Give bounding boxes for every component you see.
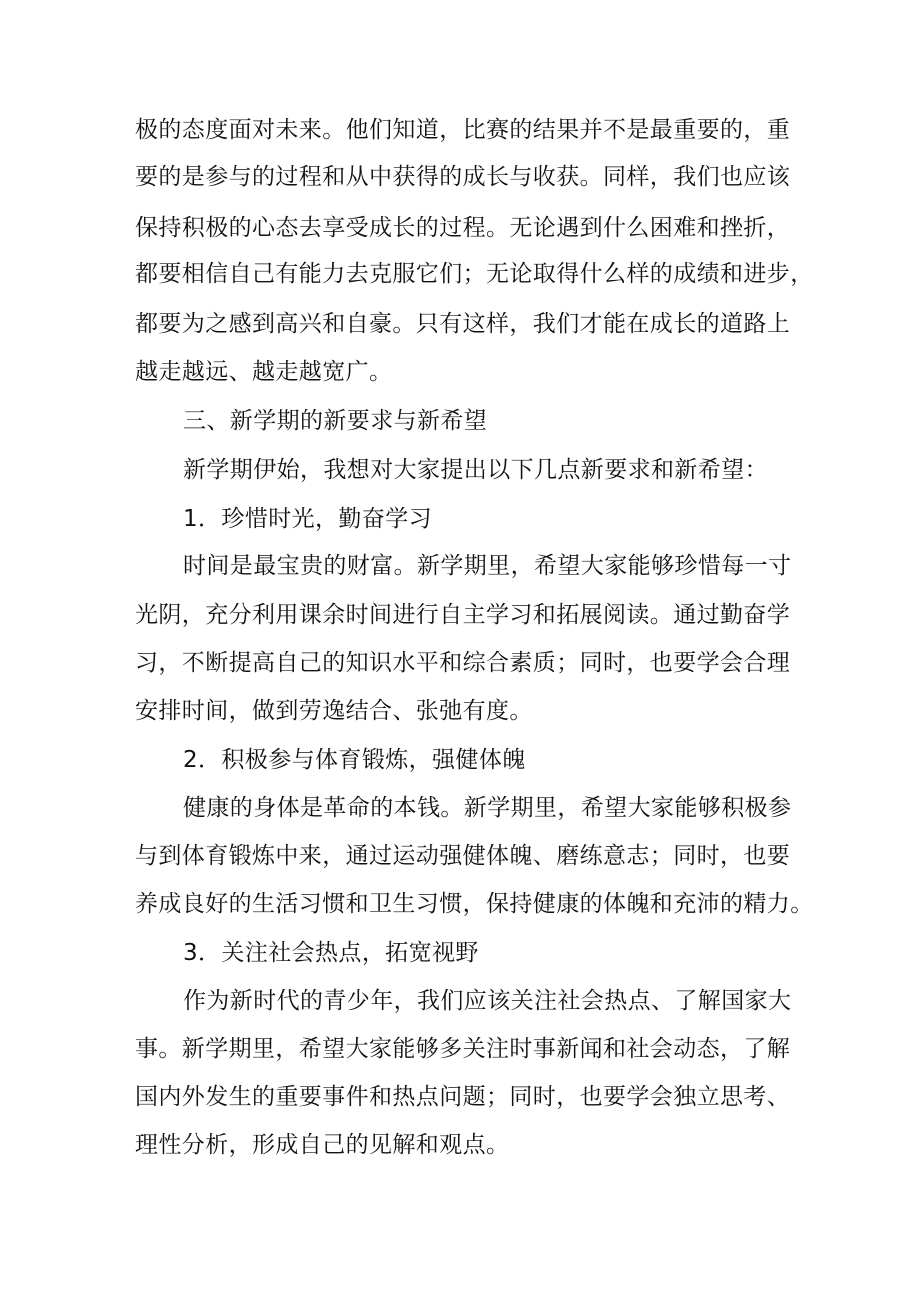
item-line: 理性分析，形成自己的见解和观点。 bbox=[135, 1132, 510, 1158]
item-line: 作为新时代的青少年，我们应该关注社会热点、了解国家大 bbox=[183, 988, 792, 1014]
paragraph-line: 都要为之感到高兴和自豪。只有这样，我们才能在成长的道路上 bbox=[135, 311, 791, 337]
item-heading: 2．积极参与体育锻炼，强健体魄 bbox=[183, 747, 526, 773]
item-heading: 3．关注社会热点，拓宽视野 bbox=[183, 940, 479, 966]
paragraph-line: 都要相信自己有能力去克服它们；无论取得什么样的成绩和进步， bbox=[135, 261, 814, 287]
paragraph-line: 越走越远、越走越宽广。 bbox=[135, 359, 393, 385]
item-line: 与到体育锻炼中来，通过运动强健体魄、磨练意志；同时，也要 bbox=[135, 843, 791, 869]
paragraph-line: 极的态度面对未来。他们知道，比赛的结果并不是最重要的，重 bbox=[135, 117, 791, 143]
item-line: 光阴，充分利用课余时间进行自主学习和拓展阅读。通过勤奋学 bbox=[135, 602, 791, 628]
item-heading: 1．珍惜时光，勤奋学习 bbox=[183, 506, 433, 532]
item-line: 国内外发生的重要事件和热点问题；同时，也要学会独立思考、 bbox=[135, 1084, 791, 1110]
paragraph-line: 保持积极的心态去享受成长的过程。无论遇到什么困难和挫折， bbox=[135, 215, 791, 241]
paragraph-line: 要的是参与的过程和从中获得的成长与收获。同样，我们也应该 bbox=[135, 164, 791, 190]
section-heading: 三、新学期的新要求与新希望 bbox=[183, 408, 488, 434]
item-line: 养成良好的生活习惯和卫生习惯，保持健康的体魄和充沛的精力。 bbox=[135, 891, 814, 917]
item-line: 时间是最宝贵的财富。新学期里，希望大家能够珍惜每一寸 bbox=[183, 553, 792, 579]
item-line: 安排时间，做到劳逸结合、张弛有度。 bbox=[135, 698, 533, 724]
item-line: 习，不断提高自己的知识水平和综合素质；同时，也要学会合理 bbox=[135, 650, 791, 676]
section-intro: 新学期伊始，我想对大家提出以下几点新要求和新希望： bbox=[183, 457, 768, 483]
item-line: 事。新学期里，希望大家能够多关注时事新闻和社会动态，了解 bbox=[135, 1036, 791, 1062]
item-line: 健康的身体是革命的本钱。新学期里，希望大家能够积极参 bbox=[183, 795, 792, 821]
